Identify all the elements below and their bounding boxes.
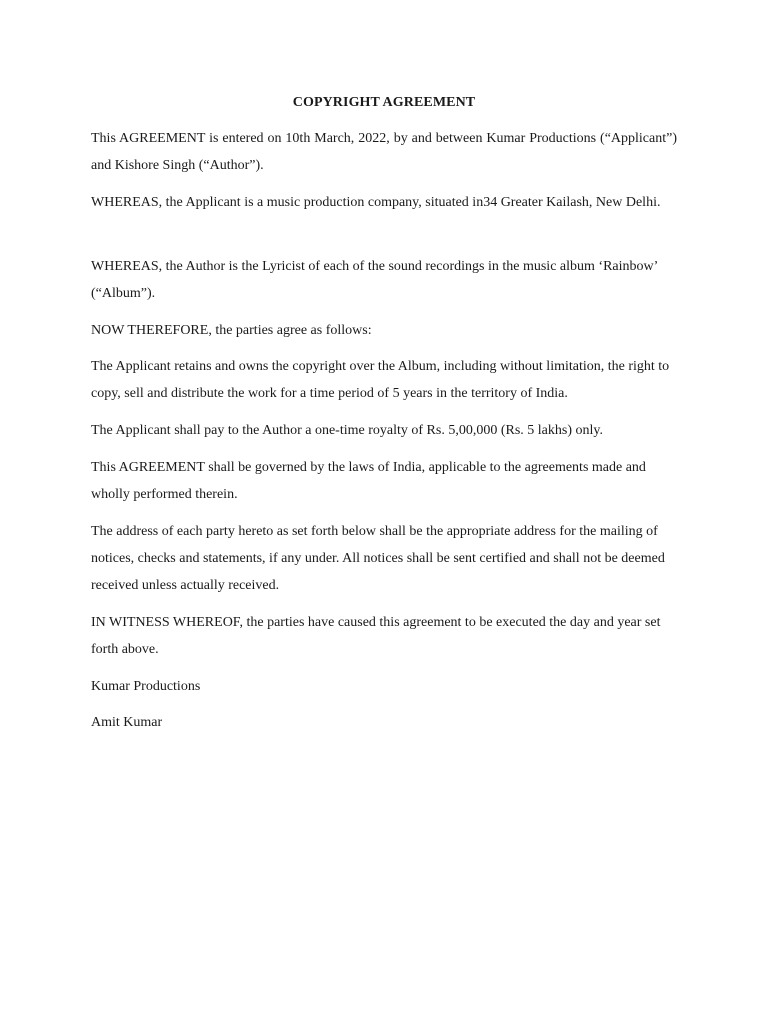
whereas-applicant-paragraph: WHEREAS, the Applicant is a music production company, situated in34 Greater Kailash, New Delhi. (91, 195, 661, 210)
in-witness-paragraph: IN WITNESS WHEREOF, the parties have caused this agreement to be executed the day and year set forth above. (91, 615, 661, 657)
signatory-name: Amit Kumar (91, 715, 163, 730)
signatory-company: Kumar Productions (91, 679, 201, 694)
agreement-intro-paragraph: This AGREEMENT is entered on 10th March, 2022, by and between Kumar Productions (“Applicant”) and Kishore Singh (“Author”). (91, 131, 677, 173)
whereas-author-paragraph: WHEREAS, the Author is the Lyricist of each of the sound recordings in the music album ‘Rainbow’ (“Album”). (91, 259, 658, 301)
royalty-paragraph: The Applicant shall pay to the Author a one-time royalty of Rs. 5,00,000 (Rs. 5 lakhs) only. (91, 423, 603, 438)
notices-paragraph: The address of each party hereto as set forth below shall be the appropriate address for the mailing of notices, checks and statements, if any under. All notices shall be sent certified and shall not be deemed received unless actually received. (91, 524, 665, 593)
now-therefore-paragraph: NOW THEREFORE, the parties agree as follows: (91, 323, 372, 338)
governing-law-paragraph: This AGREEMENT shall be governed by the laws of India, applicable to the agreements made and wholly performed therein. (91, 460, 646, 502)
document-title: COPYRIGHT AGREEMENT (292, 95, 476, 110)
copyright-retention-paragraph: The Applicant retains and owns the copyright over the Album, including without limitation, the right to copy, sell and distribute the work for a time period of 5 years in the territory of India. (91, 359, 670, 401)
